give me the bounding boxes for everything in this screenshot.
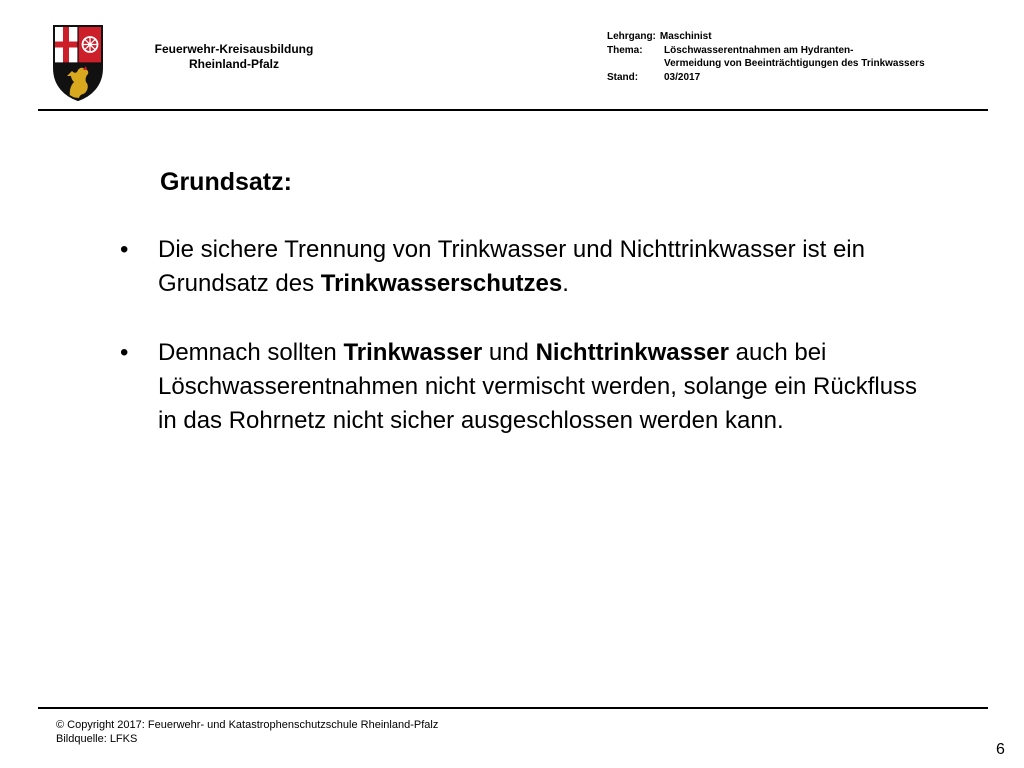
topic-indent [607, 57, 664, 71]
bullet-text-segment: auch bei Löschwasserentnahmen nicht vermischt werden, solange ein Rückfluss in das Rohrnetz nicht sicher ausgeschlossen werden kann. [158, 339, 918, 434]
copyright-text: © Copyright 2017: Feuerwehr- und Katastrophenschutzschule Rheinland-Pfalz [56, 719, 439, 731]
date-value: 03/2017 [664, 71, 701, 83]
bullet-text-emphasis: Nichttrinkwasser [535, 339, 729, 366]
bullet-text-segment: Die sichere Trennung von Trinkwasser und Nichttrinkwasser ist ein Grundsatz des [158, 236, 865, 297]
bullet-text-segment: . [562, 270, 569, 297]
image-source-text: Bildquelle: LFKS [56, 733, 138, 745]
course-value: Maschinist [659, 31, 712, 42]
slide-heading: Grundsatz: [160, 168, 292, 196]
bullet-text [158, 339, 917, 434]
organization-line-1: Feuerwehr-Kreisausbildung [154, 42, 314, 56]
bullet-text-segment: Demnach sollten [158, 339, 344, 366]
organization-title [124, 42, 344, 72]
topic-line-2: Vermeidung von Beeinträchtigungen des Trinkwassers [664, 58, 925, 69]
topic-line-1: Löschwasserentnahmen am Hydranten- [664, 44, 854, 56]
date-row [607, 71, 925, 85]
header-divider [38, 109, 988, 111]
bullet-text [158, 236, 865, 297]
bullet-list [116, 233, 936, 473]
coat-of-arms-icon [52, 24, 104, 102]
date-label: Stand: [607, 71, 639, 83]
bullet-item [116, 336, 936, 438]
bullet-text-segment: und [482, 339, 536, 366]
topic-label: Thema: [607, 44, 643, 56]
footer [56, 718, 438, 746]
topic-row [607, 44, 925, 58]
bullet-point-icon: • [120, 339, 129, 366]
course-metadata [607, 30, 925, 84]
page-number: 6 [996, 741, 1005, 758]
course-row [607, 30, 925, 44]
organization-line-2: Rheinland-Pfalz [188, 57, 279, 71]
bullet-text-emphasis: Trinkwasser [343, 339, 483, 366]
footer-divider [38, 707, 988, 709]
bullet-item [116, 233, 936, 301]
bullet-point-icon: • [120, 236, 129, 263]
topic-row-continued [607, 57, 925, 71]
bullet-text-emphasis: Trinkwasserschutzes [320, 270, 563, 297]
course-label: Lehrgang: [607, 31, 656, 42]
